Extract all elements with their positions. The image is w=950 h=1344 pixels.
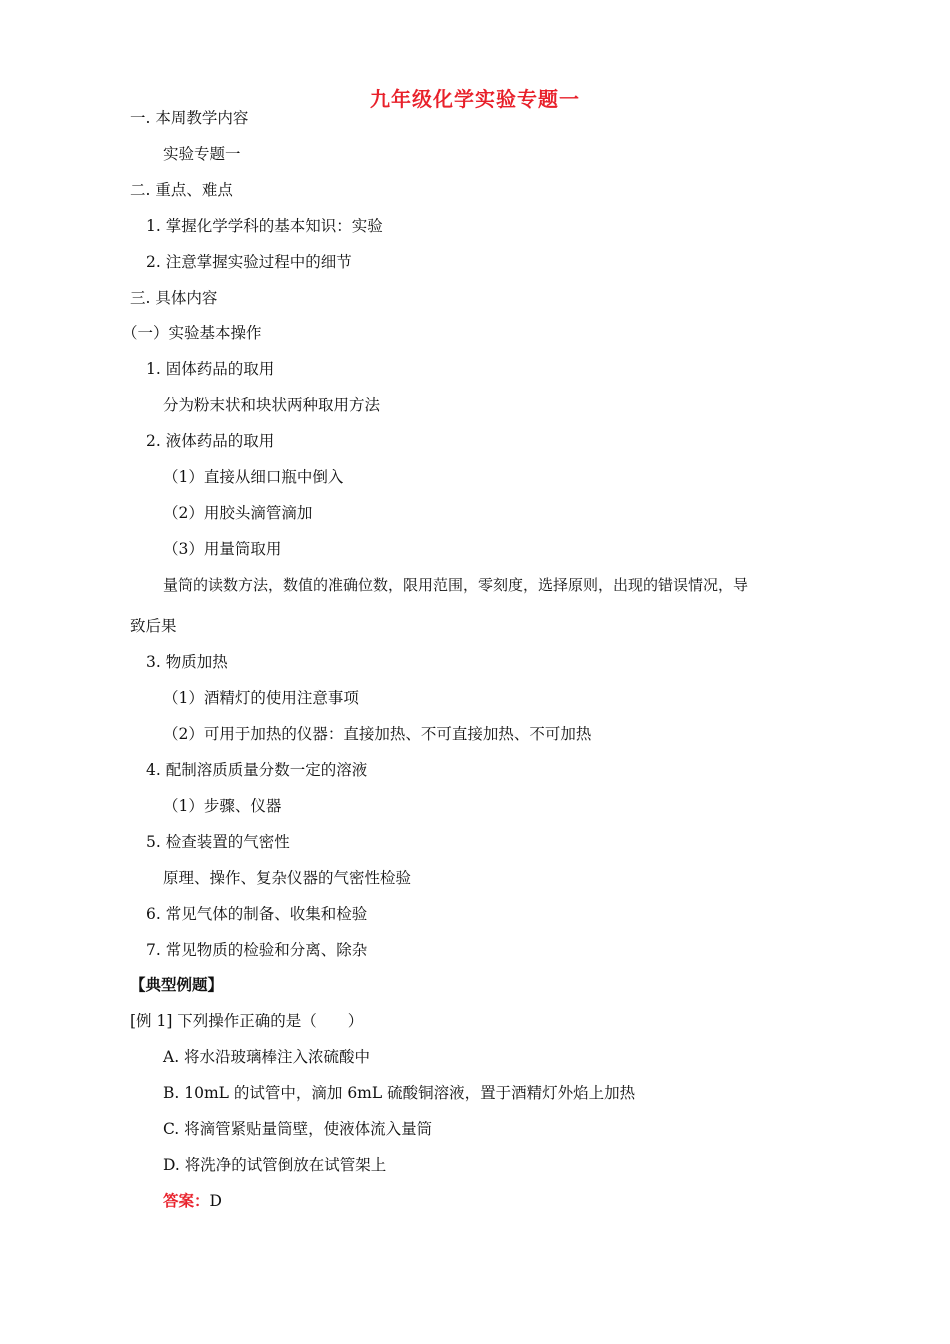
sub-list-item: （1）酒精灯的使用注意事项 bbox=[163, 689, 359, 707]
option-a: A. 将水沿玻璃棒注入浓硫酸中 bbox=[163, 1048, 371, 1066]
section-heading-1: 一. 本周教学内容 bbox=[130, 109, 249, 127]
text-line: 致后果 bbox=[130, 617, 177, 635]
example-question: [例 1] 下列操作正确的是（ ） bbox=[130, 1012, 364, 1030]
list-item: 6. 常见气体的制备、收集和检验 bbox=[146, 905, 368, 923]
list-item: 2. 液体药品的取用 bbox=[146, 432, 275, 450]
text-line: 原理、操作、复杂仪器的气密性检验 bbox=[163, 869, 412, 887]
sub-list-item: （3）用量筒取用 bbox=[163, 540, 282, 558]
list-item: 1. 固体药品的取用 bbox=[146, 360, 275, 378]
text-line: 量筒的读数方法，数值的准确位数，限用范围，零刻度，选择原则，出现的错误情况，导 bbox=[163, 576, 749, 594]
document-title: 九年级化学实验专题一 bbox=[370, 87, 580, 111]
list-item: 3. 物质加热 bbox=[146, 653, 228, 671]
subsection-heading: （一）实验基本操作 bbox=[122, 324, 262, 342]
sub-list-item: （2）可用于加热的仪器：直接加热、不可直接加热、不可加热 bbox=[163, 725, 592, 743]
sub-list-item: （2）用胶头滴管滴加 bbox=[163, 504, 313, 522]
sub-list-item: （1）直接从细口瓶中倒入 bbox=[163, 468, 344, 486]
list-item: 4. 配制溶质质量分数一定的溶液 bbox=[146, 761, 368, 779]
option-d: D. 将洗净的试管倒放在试管架上 bbox=[163, 1156, 387, 1174]
list-item: 7. 常见物质的检验和分离、除杂 bbox=[146, 941, 368, 959]
option-b: B. 10mL 的试管中，滴加 6mL 硫酸铜溶液，置于酒精灯外焰上加热 bbox=[163, 1084, 636, 1102]
option-c: C. 将滴管紧贴量筒壁，使液体流入量筒 bbox=[163, 1120, 433, 1138]
text-line: 分为粉末状和块状两种取用方法 bbox=[163, 396, 381, 414]
text-line: 实验专题一 bbox=[163, 145, 241, 163]
answer-line bbox=[163, 1191, 222, 1211]
section-heading-3: 三. 具体内容 bbox=[130, 289, 218, 307]
examples-heading: 【典型例题】 bbox=[130, 975, 224, 994]
sub-list-item: （1）步骤、仪器 bbox=[163, 797, 282, 815]
list-item: 5. 检查装置的气密性 bbox=[146, 833, 290, 851]
section-heading-2: 二. 重点、难点 bbox=[130, 181, 233, 199]
list-item: 2. 注意掌握实验过程中的细节 bbox=[146, 253, 352, 271]
list-item: 1. 掌握化学学科的基本知识：实验 bbox=[146, 217, 383, 235]
answer-label: 答案： bbox=[163, 1191, 210, 1210]
answer-value: D bbox=[209, 1192, 222, 1210]
